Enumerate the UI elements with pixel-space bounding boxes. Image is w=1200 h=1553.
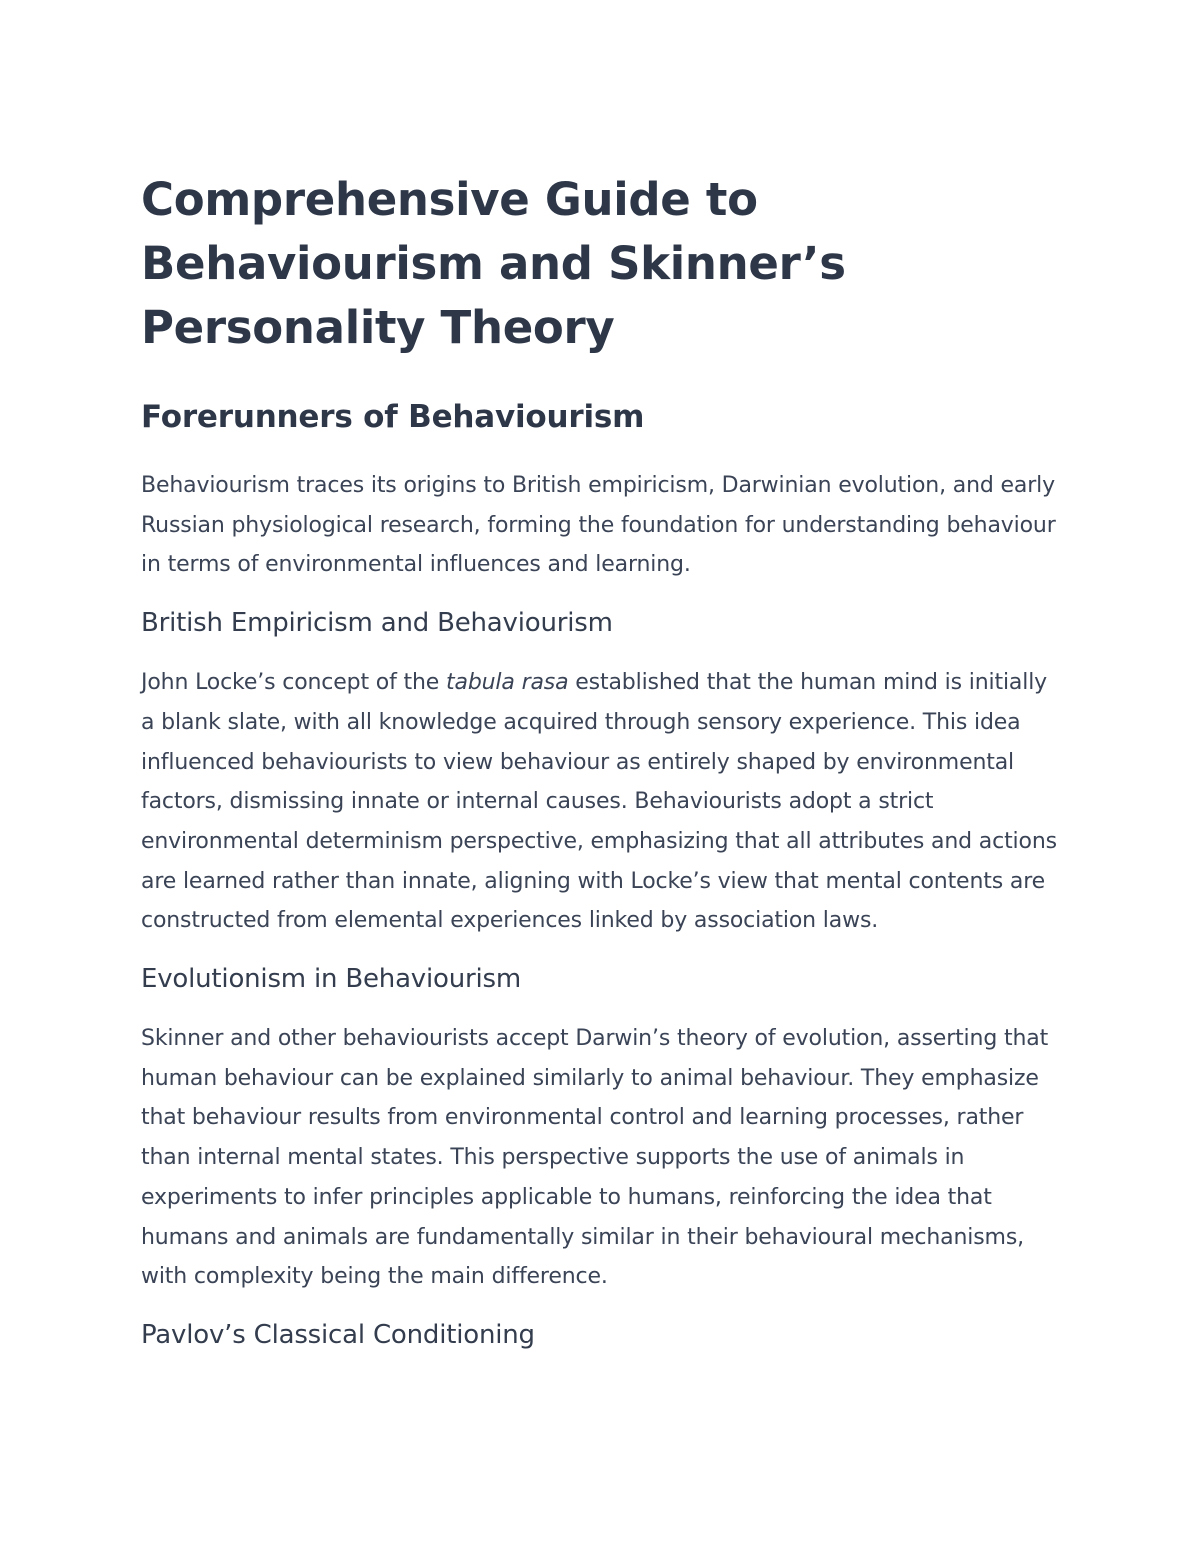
evolutionism-paragraph: Skinner and other behaviourists accept Darwin’s theory of evolution, asserting that human behaviour can be explained similarly to animal behaviour. They emphasize that behaviour results from environmental control and learning processes, rather than internal mental states. This perspective supports the use of animals in experiments to infer principles applicable to humans, reinforcing the idea that humans and animals are fundamentally similar in their behavioural mechanisms, with complexity being the main difference. — [141, 1026, 1049, 1290]
paragraph-text: established that the human mind is initially a blank slate, with all knowledge acquired through sensory experience. This idea influenced behaviourists to view behaviour as entirely shaped by environmental factors, dismissing innate or internal causes. Behaviourists adopt a strict environmental determinism perspective, emphasizing that all attributes and actions are learned rather than innate, aligning with Locke’s view that mental contents are constructed from elemental experiences linked by association laws. — [141, 670, 1057, 934]
section-heading-forerunners: Forerunners of Behaviourism — [141, 399, 645, 435]
document-title: Comprehensive Guide to Behaviourism and Skinner’s Personality Theory — [141, 173, 846, 354]
subsection-heading-british-empiricism: British Empiricism and Behaviourism — [141, 608, 613, 639]
subsection-heading-pavlov: Pavlov’s Classical Conditioning — [141, 1319, 535, 1350]
document-page — [141, 168, 1061, 1353]
subsection-heading-evolutionism: Evolutionism in Behaviourism — [141, 964, 521, 995]
british-empiricism-paragraph — [141, 663, 1061, 941]
section-intro-paragraph: Behaviourism traces its origins to British empiricism, Darwinian evolution, and early Russian physiological research, forming the foundation for understanding behaviour in terms of environmental influences and learning. — [141, 473, 1056, 578]
italic-term: tabula rasa — [446, 670, 569, 696]
paragraph-text: John Locke’s concept of the — [141, 670, 447, 696]
